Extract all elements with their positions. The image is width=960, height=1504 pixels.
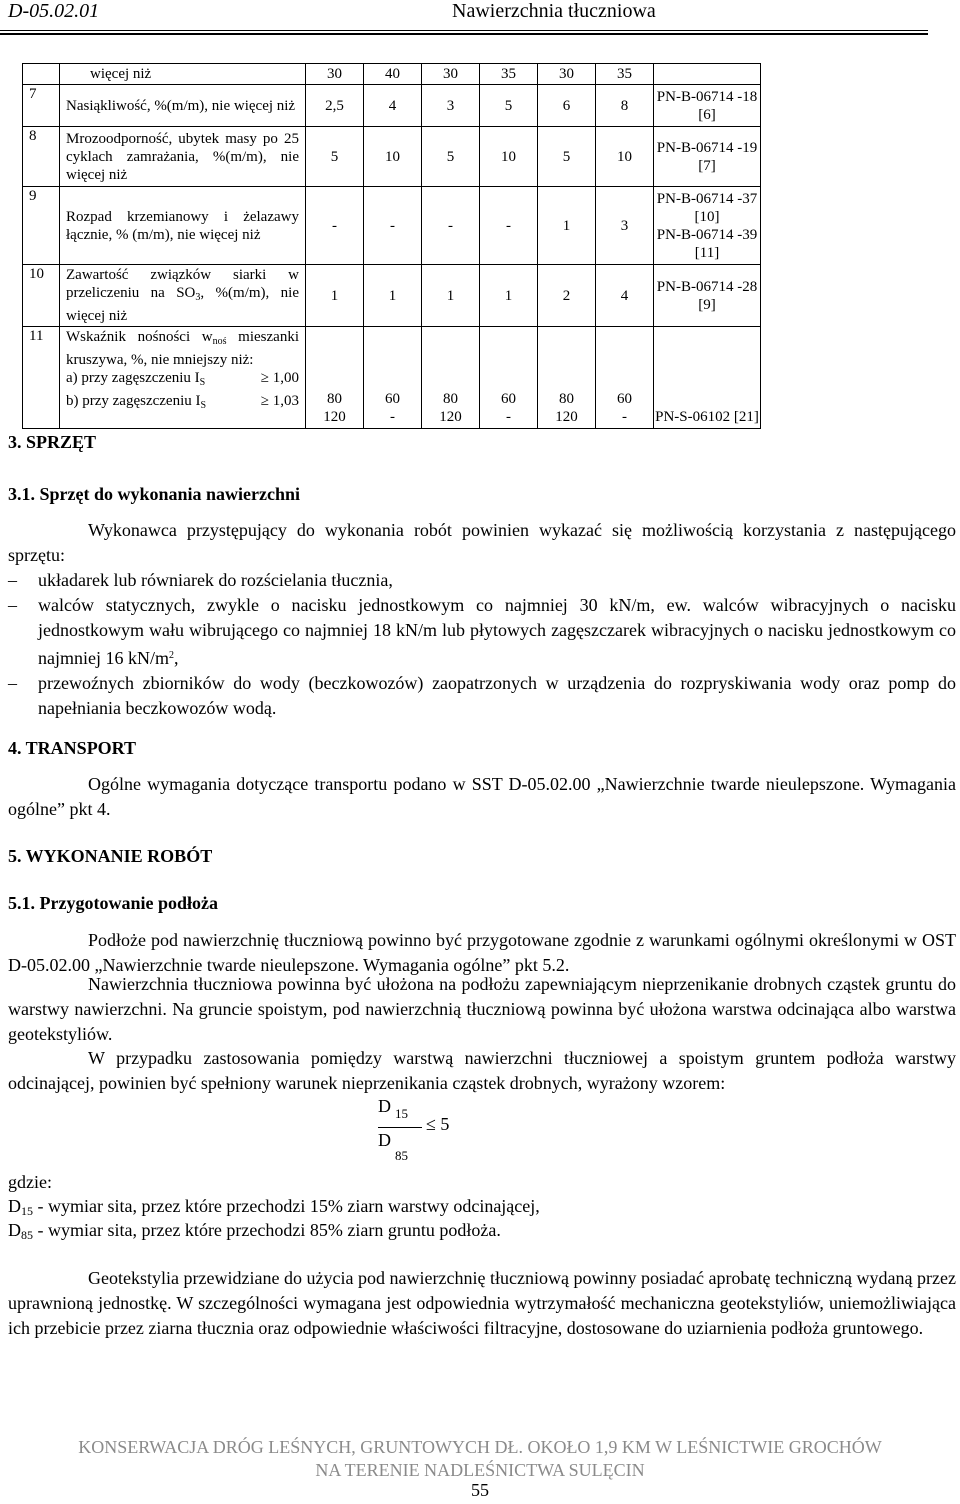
row-desc: więcej niż <box>60 64 306 85</box>
row-desc: Mrozoodporność, ubytek masy po 25 cyklach zamrażania, %(m/m), nie więcej niż <box>60 127 306 187</box>
standard-ref-1: PN-B-06714 -37 [10] <box>656 190 758 225</box>
table-cell: 10 <box>596 127 654 187</box>
document-title: Nawierzchnia tłuczniowa <box>452 0 656 22</box>
paragraph: Nawierzchnia tłuczniowa powinna być ułożona na podłożu zapewniającym nieprzenikanie drobnych cząstek gruntu do warstwy nawierzchni. Na gruncie spoistym, pod nawierzchnią tłuczniową powinna być ułożona warstwa odcinająca albo warstwa geotekstyliów. <box>8 974 956 1044</box>
table-cell: 10 <box>364 127 422 187</box>
where-label: gdzie: <box>8 1172 52 1192</box>
table-cell: 35 <box>480 64 538 85</box>
table-cell: 3 <box>596 187 654 265</box>
subsection-3-1-title: 3.1. Sprzęt do wykonania nawierzchni <box>8 484 301 504</box>
table-cell: 80 120 <box>422 327 480 429</box>
table-cell: 5 <box>480 85 538 127</box>
paragraph: Geotekstylia przewidziane do użycia pod nawierzchnię tłuczniową powinny posiadać aprobatę techniczną wydaną przez uprawnioną jednostkę. W szczególności wymagana jest odpowiednia wytrzymałość mechaniczna geotekstyliów, uniemożliwiająca ich przebicie przez ziarna tłucznia oraz odpowiednie właściwości filtracyjne, dostosowane do uziarnienia podłoża gruntowego. <box>8 1268 956 1338</box>
table-cell: 3 <box>422 85 480 127</box>
table-cell: 5 <box>422 127 480 187</box>
list-item: – przewoźnych zbiorników do wody (beczkowozów) zaopatrzonych w urządzenia do rozpryskiwania wody oraz pomp do napełniania beczkowozów wodą. <box>8 671 956 721</box>
requirements-table <box>22 63 761 429</box>
table-cell: 80 120 <box>306 327 364 429</box>
table-cell: 5 <box>538 127 596 187</box>
table-cell: 1 <box>306 265 364 327</box>
table-cell: 30 <box>306 64 364 85</box>
table-cell: 80 120 <box>538 327 596 429</box>
table-row <box>23 187 761 265</box>
table-cell: 2,5 <box>306 85 364 127</box>
row-number: 8 <box>23 127 60 187</box>
row-number: 11 <box>23 327 60 429</box>
page-header <box>0 0 960 40</box>
definition: $D_{85}$ - wymiar sita, przez które przechodzi 85% ziarn gruntu podłoża. <box>8 1220 501 1242</box>
document-code: D-05.02.01 <box>8 0 100 22</box>
list-item: – układarek lub równiarek do rozścielania tłucznia, <box>8 568 956 593</box>
standard-ref-2: PN-B-06714 -39 [11] <box>656 226 758 261</box>
table-cell: 6 <box>538 85 596 127</box>
table-cell: 5 <box>306 127 364 187</box>
table-cell: 1 <box>480 265 538 327</box>
section-4-title: 4. TRANSPORT <box>8 738 137 758</box>
table-cell: 8 <box>596 85 654 127</box>
standard-ref <box>654 187 761 265</box>
standard-ref: PN-B-06714 -28 [9] <box>654 265 761 327</box>
header-rule <box>0 30 928 35</box>
standard-ref: PN-B-06714 -19 [7] <box>654 127 761 187</box>
table-cell: 4 <box>364 85 422 127</box>
table-row <box>23 64 761 85</box>
paragraph: Podłoże pod nawierzchnię tłuczniową powinno być przygotowane zgodnie z warunkami ogólnymi określonymi w OST D-05.02.00 „Nawierzchnie twarde nieulepszone. Wymagania ogólne” pkt 5.2. <box>8 930 956 975</box>
row-desc: Nasiąkliwość, %(m/m), nie więcej niż <box>60 85 306 127</box>
standard-ref: PN-B-06714 -18 [6] <box>654 85 761 127</box>
table-cell: 30 <box>422 64 480 85</box>
table-row <box>23 327 761 429</box>
table-row <box>23 127 761 187</box>
list-item: – walców statycznych, zwykle o nacisku jednostkowym co najmniej 30 kN/m, ew. walców wibracyjnych o nacisku jednostkowym wału wibrującego co najmniej 18 kN/m lub płytowych zagęszczarek wibracyjnych o nacisku jednostkowym co najmniej 16 $kN/m^2$, <box>8 593 956 671</box>
paragraph: Ogólne wymagania dotyczące transportu podano w SST D-05.02.00 „Nawierzchnie twarde nieulepszone. Wymagania ogólne” pkt 4. <box>8 774 956 819</box>
table-cell: - <box>364 187 422 265</box>
paragraph: W przypadku zastosowania pomiędzy warstwą nawierzchni tłuczniowej a spoistym gruntem podłoża warstwy odcinającej, powinien być spełniony warunek nieprzenikania cząstek drobnych, wyrażony wzorem: <box>8 1048 956 1093</box>
footer-line-1: KONSERWACJA DRÓG LEŚNYCH, GRUNTOWYCH DŁ. OKOŁO 1,9 KM W LEŚNICTWIE GROCHÓW <box>78 1437 882 1457</box>
section-5-title: 5. WYKONANIE ROBÓT <box>8 846 213 866</box>
table-cell: 4 <box>596 265 654 327</box>
table-cell: 10 <box>480 127 538 187</box>
table-cell: 35 <box>596 64 654 85</box>
page-number: 55 <box>471 1480 489 1500</box>
table-cell: 60 - <box>364 327 422 429</box>
footer-line-2: NA TERENIE NADLEŚNICTWA SULĘCIN <box>315 1460 645 1480</box>
table-cell: 40 <box>364 64 422 85</box>
table-cell: - <box>306 187 364 265</box>
table-cell: 1 <box>364 265 422 327</box>
table-cell: 60 - <box>596 327 654 429</box>
row-desc: Zawartość związków siarki w przeliczeniu na $SO_3$, %(m/m), nie więcej niż <box>60 265 306 327</box>
table-cell: 2 <box>538 265 596 327</box>
table-row <box>23 85 761 127</box>
subsection-5-1-title: 5.1. Przygotowanie podłoża <box>8 893 218 913</box>
row-number: 10 <box>23 265 60 327</box>
paragraph: Wykonawca przystępujący do wykonania robót powinien wykazać się możliwością korzystania z następującego sprzętu: <box>8 520 956 565</box>
section-3-title: 3. SPRZĘT <box>8 432 97 452</box>
row-number: 7 <box>23 85 60 127</box>
table-cell: 60 - <box>480 327 538 429</box>
table-cell: - <box>422 187 480 265</box>
table-cell: - <box>480 187 538 265</box>
table-cell: 1 <box>422 265 480 327</box>
table-row <box>23 265 761 327</box>
standard-ref: PN-S-06102 [21] <box>654 327 761 429</box>
definition: $D_{15}$ - wymiar sita, przez które przechodzi 15% ziarn warstwy odcinającej, <box>8 1196 540 1218</box>
row-desc: Wskaźnik nośności $w_{noś}$ mieszanki kruszywa, %, nie mniejszy niż: a) przy zagęszczeniu $I_S$ ≥ 1,00 b) przy zagęszczeniu $I_S$ ≥ 1,03 <box>60 327 306 429</box>
fraction-bar <box>378 1127 422 1128</box>
equipment-list <box>8 568 956 721</box>
table-cell: 1 <box>538 187 596 265</box>
table-cell: 30 <box>538 64 596 85</box>
row-desc: Rozpad krzemianowy i żelazawy łącznie, % (m/m), nie więcej niż <box>60 187 306 265</box>
row-number: 9 <box>23 187 60 265</box>
